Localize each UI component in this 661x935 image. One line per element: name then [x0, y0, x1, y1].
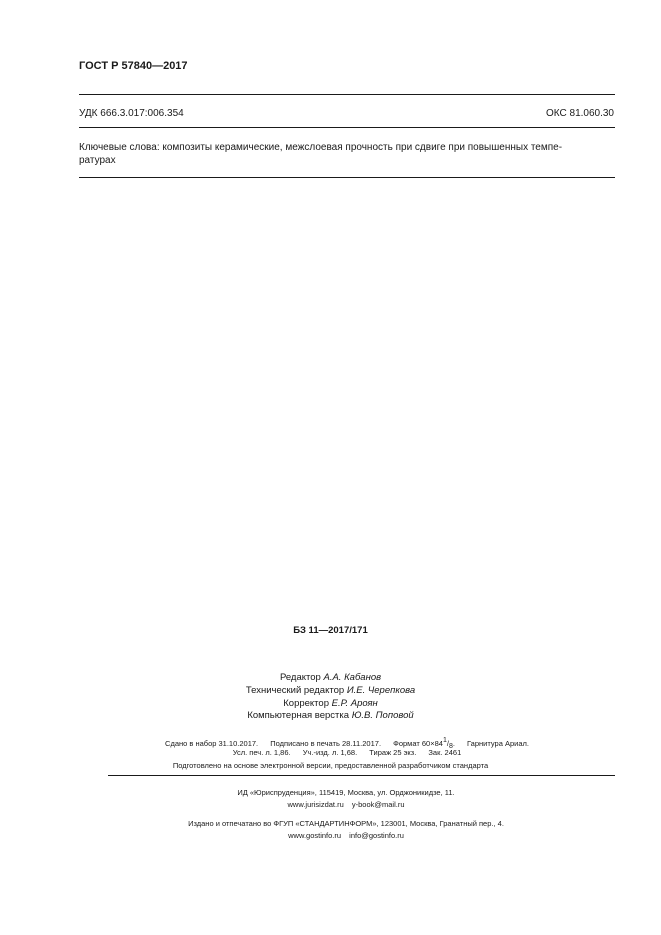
staff-editor — [0, 671, 661, 684]
format-suffix: . — [452, 739, 455, 748]
printer-site-link[interactable]: www.gostinfo.ru — [288, 831, 342, 840]
staff-name: И.Е. Черепкова — [346, 685, 416, 696]
circulation: Тираж 25 экз. — [369, 748, 417, 757]
staff-layout — [0, 709, 661, 722]
order-number: Зак. 2461 — [428, 748, 462, 757]
keywords-divider — [79, 177, 615, 178]
print-sheets: Усл. печ. л. 1,86. — [232, 748, 291, 757]
format-denominator: 8 — [448, 743, 453, 750]
prepared-note: Подготовлено на основе электронной версии, предоставленной разработчиком стандарта — [172, 761, 489, 770]
publish-sheets: Уч.-изд. л. 1,68. — [302, 748, 358, 757]
oks-code: ОКС 81.060.30 — [546, 108, 614, 119]
format-prefix: Формат 60×84 — [393, 739, 443, 748]
staff-name: Ю.В. Поповой — [351, 710, 414, 721]
sent-to-typeset: Сдано в набор 31.10.2017. — [165, 739, 259, 748]
typeface: Гарнитура Ариал. — [467, 739, 529, 748]
udk-code: УДК 666.3.017:006.354 — [79, 108, 184, 119]
staff-role: Технический редактор — [245, 685, 345, 696]
udk-divider — [79, 127, 615, 128]
print-details-line-2 — [0, 748, 661, 757]
standard-number: ГОСТ Р 57840—2017 — [79, 60, 188, 72]
staff-role: Корректор — [283, 698, 329, 709]
publisher-email-link[interactable]: y-book@mail.ru — [351, 800, 405, 809]
printer-contacts — [0, 831, 661, 840]
publisher-line: ИД «Юриспруденция», 115419, Москва, ул. Орджоникидзе, 11. — [237, 788, 455, 797]
keywords-line-2: ратурах — [79, 155, 116, 166]
printer-email-link[interactable]: info@gostinfo.ru — [349, 831, 404, 840]
signed-to-print: Подписано в печать 28.11.2017. — [270, 739, 382, 748]
imprint-divider — [108, 775, 615, 776]
bz-number: БЗ 11—2017/171 — [293, 625, 368, 636]
top-divider — [79, 94, 615, 95]
staff-role: Редактор — [279, 672, 321, 683]
format-numerator: 1 — [442, 737, 447, 744]
paper-format — [393, 739, 455, 748]
publisher-contacts — [0, 800, 661, 809]
staff-name: Е.Р. Ароян — [331, 698, 378, 709]
keywords-line-1: Ключевые слова: композиты керамические, межслоевая прочность при сдвиге при повышенных темпе- — [79, 142, 563, 153]
publisher-site-link[interactable]: www.jurisizdat.ru — [287, 800, 344, 809]
format-slash: / — [446, 739, 449, 748]
printer-line: Издано и отпечатано во ФГУП «СТАНДАРТИНФОРМ», 123001, Москва, Гранатный пер., 4. — [188, 819, 504, 828]
keywords — [79, 141, 614, 167]
staff-name: А.А. Кабанов — [323, 672, 382, 683]
staff-role: Компьютерная верстка — [247, 710, 350, 721]
staff-tech-editor — [0, 684, 661, 697]
